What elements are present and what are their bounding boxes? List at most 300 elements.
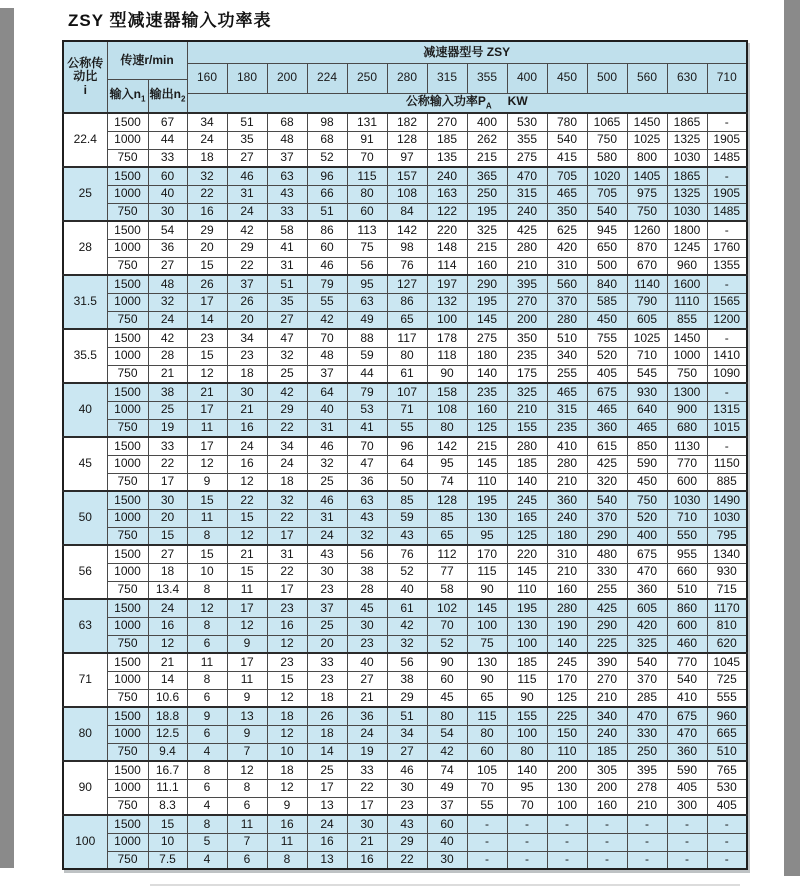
power-cell: 64 [307,383,347,401]
power-cell: 36 [347,473,387,491]
power-cell: 8 [187,815,227,833]
input-speed-cell: 1000 [107,455,148,473]
power-cell: 105 [467,761,507,779]
power-cell: 17 [227,599,267,617]
power-cell: 725 [707,671,747,689]
power-cell: 51 [307,203,347,221]
output-speed-cell: 27 [148,545,187,563]
power-cell: 132 [427,293,467,311]
power-cell: 53 [347,401,387,419]
power-cell: 59 [347,347,387,365]
power-cell: 365 [467,167,507,185]
table-row [63,527,747,545]
ratio-cell: 90 [63,761,107,815]
power-cell: 43 [387,815,427,833]
power-cell: 420 [627,617,667,635]
output-speed-cell: 18 [148,563,187,581]
power-cell: 270 [587,671,627,689]
power-cell: 18 [227,365,267,383]
power-cell: 8 [187,617,227,635]
output-speed-cell: 15 [148,527,187,545]
table-row [63,473,747,491]
power-cell: 34 [267,437,307,455]
power-cell: 70 [307,329,347,347]
power-cell: 17 [187,293,227,311]
power-cell: 15 [187,491,227,509]
power-cell: 98 [307,113,347,131]
power-cell: 625 [547,221,587,239]
power-cell: 84 [387,203,427,221]
power-cell: 480 [587,545,627,563]
ratio-cell: 40 [63,383,107,437]
power-cell: 590 [667,761,707,779]
power-cell: 420 [547,239,587,257]
power-cell: 11 [187,419,227,437]
power-cell: 122 [427,203,467,221]
power-cell: 960 [707,707,747,725]
power-cell: - [707,851,747,869]
table-row [63,437,747,455]
power-cell: 24 [267,455,307,473]
power-cell: 17 [267,581,307,599]
power-cell: 19 [347,743,387,761]
power-cell: 400 [627,527,667,545]
power-cell: 97 [387,149,427,167]
power-cell: 20 [187,239,227,257]
power-cell: 200 [587,779,627,797]
power-cell: 90 [427,365,467,383]
power-cell: 370 [627,671,667,689]
ratio-column-header [63,41,107,113]
power-cell: 1905 [707,131,747,149]
power-cell: 145 [467,311,507,329]
power-cell: 235 [467,383,507,401]
power-cell: 885 [707,473,747,491]
power-cell: 280 [507,437,547,455]
output-speed-cell: 12.5 [148,725,187,743]
power-cell: 110 [507,581,547,599]
power-cell: 46 [307,257,347,275]
output-speed-cell: 7.5 [148,851,187,869]
power-cell: 16 [267,815,307,833]
power-cell: 7 [227,833,267,851]
power-cell: 665 [707,725,747,743]
power-cell: 15 [187,257,227,275]
power-cell: 605 [627,599,667,617]
power-cell: 145 [467,599,507,617]
ratio-cell: 35.5 [63,329,107,383]
power-cell: 390 [587,653,627,671]
output-speed-cell: 60 [148,167,187,185]
table-row [63,761,747,779]
power-cell: - [467,833,507,851]
power-cell: - [627,833,667,851]
input-speed-cell: 1500 [107,437,148,455]
power-cell: 24 [227,437,267,455]
power-cell: 33 [267,203,307,221]
power-cell: 540 [667,671,707,689]
power-cell: 125 [507,527,547,545]
power-cell: - [707,221,747,239]
power-cell: - [707,329,747,347]
power-cell: 660 [667,563,707,581]
output-speed-cell: 44 [148,131,187,149]
input-speed-cell: 750 [107,203,148,221]
power-cell: 22 [387,851,427,869]
ratio-header-label: 公称传动比 [67,56,104,84]
power-cell: 8 [227,779,267,797]
power-cell: 11 [227,815,267,833]
power-cell: 1130 [667,437,707,455]
power-cell: 1170 [707,599,747,617]
table-row [63,671,747,689]
power-cell: 705 [587,185,627,203]
power-cell: 38 [387,671,427,689]
table-row [63,311,747,329]
power-cell: 86 [387,293,427,311]
power-cell: 930 [627,383,667,401]
table-row [63,851,747,869]
power-cell: 8 [187,761,227,779]
power-cell: - [507,815,547,833]
power-cell: 465 [587,401,627,419]
page-bottom-shadow [150,884,740,886]
power-cell: 1325 [667,185,707,203]
power-cell: 30 [307,563,347,581]
power-cell: 210 [507,257,547,275]
power-cell: 16 [347,851,387,869]
power-cell: 185 [587,743,627,761]
power-cell: 46 [307,437,347,455]
power-cell: 142 [387,221,427,239]
power-cell: 870 [627,239,667,257]
power-cell: 360 [627,581,667,599]
power-cell: 470 [627,707,667,725]
power-cell: 37 [227,275,267,293]
table-row [63,185,747,203]
power-cell: 37 [267,149,307,167]
power-cell: 200 [507,311,547,329]
power-cell: 510 [547,329,587,347]
model-column-header-160: 160 [187,63,227,93]
power-cell: 750 [667,365,707,383]
power-cell: 29 [187,221,227,239]
power-cell: 108 [427,401,467,419]
power-cell: 24 [187,131,227,149]
power-cell: 56 [347,257,387,275]
power-cell: 24 [307,527,347,545]
power-cell: 28 [347,581,387,599]
power-cell: 90 [427,653,467,671]
power-cell: 750 [627,203,667,221]
power-cell: 130 [467,653,507,671]
power-cell: 9 [267,797,307,815]
power-cell: 6 [187,779,227,797]
power-cell: 30 [387,779,427,797]
power-cell: 34 [227,329,267,347]
ratio-cell: 22.4 [63,113,107,167]
power-cell: 22 [227,257,267,275]
input-speed-cell: 1500 [107,545,148,563]
power-cell: 355 [507,131,547,149]
output-speed-cell: 21 [148,653,187,671]
input-speed-cell: 1000 [107,671,148,689]
power-cell: 29 [227,239,267,257]
output-speed-cell: 24 [148,599,187,617]
power-cell: 23 [307,671,347,689]
power-cell: 590 [627,455,667,473]
power-cell: 530 [707,779,747,797]
power-cell: 85 [427,509,467,527]
power-cell: 6 [187,635,227,653]
power-cell: 255 [587,581,627,599]
power-cell: 470 [627,563,667,581]
power-cell: 47 [267,329,307,347]
power-cell: 30 [347,815,387,833]
power-cell: 10 [267,743,307,761]
power-cell: 71 [387,401,427,419]
power-cell: 600 [667,617,707,635]
power-cell: 95 [507,779,547,797]
power-cell: 15 [187,545,227,563]
power-cell: 100 [507,635,547,653]
power-cell: 370 [587,509,627,527]
power-cell: 255 [547,365,587,383]
power-cell: 37 [307,365,347,383]
power-cell: 790 [627,293,667,311]
power-cell: 100 [547,797,587,815]
power-cell: 22 [187,185,227,203]
power-cell: 155 [507,707,547,725]
power-cell: 12 [227,527,267,545]
input-speed-cell: 1500 [107,221,148,239]
power-cell: 12 [267,635,307,653]
input-speed-cell: 1500 [107,383,148,401]
power-cell: 22 [267,509,307,527]
power-cell: 900 [667,401,707,419]
power-cell: 96 [307,167,347,185]
power-cell: 6 [187,725,227,743]
power-cell: 145 [467,455,507,473]
power-cell: 540 [587,203,627,221]
model-column-header-355: 355 [467,63,507,93]
power-cell: 8 [267,851,307,869]
table-row [63,293,747,311]
power-cell: 30 [347,617,387,635]
power-cell: 27 [227,149,267,167]
power-cell: 25 [307,473,347,491]
output-speed-cell: 24 [148,311,187,329]
table-row [63,203,747,221]
power-cell: 1405 [627,167,667,185]
power-cell: 800 [627,149,667,167]
speed-header: 传速r/min [107,41,187,79]
model-series-header: 减速器型号 ZSY [187,41,747,63]
input-speed-cell: 750 [107,311,148,329]
power-cell: 550 [667,527,707,545]
power-cell: 22 [267,419,307,437]
power-cell: 55 [467,797,507,815]
power-cell: 80 [347,185,387,203]
power-cell: 24 [227,203,267,221]
table-row [63,599,747,617]
input-speed-cell: 1000 [107,725,148,743]
power-cell: 290 [587,617,627,635]
power-cell: 20 [307,635,347,653]
power-cell: 18 [307,689,347,707]
power-cell: 96 [387,437,427,455]
table-row [63,419,747,437]
power-cell: 98 [387,239,427,257]
power-cell: 215 [467,149,507,167]
power-cell: 160 [467,401,507,419]
input-speed-cell: 1000 [107,185,148,203]
output-speed-cell: 20 [148,509,187,527]
power-cell: 1450 [627,113,667,131]
power-cell: 160 [587,797,627,815]
output-speed-cell: 30 [148,203,187,221]
power-cell: 91 [347,131,387,149]
power-cell: 14 [307,743,347,761]
power-cell: 330 [587,563,627,581]
power-cell: 8 [187,671,227,689]
power-cell: 7 [227,743,267,761]
power-cell: 1000 [667,347,707,365]
power-cell: 158 [427,383,467,401]
power-cell: 5 [187,833,227,851]
power-cell: 395 [627,761,667,779]
power-cell: 12 [227,761,267,779]
power-cell: 80 [387,347,427,365]
input-speed-cell: 750 [107,743,148,761]
output-speed-cell: 25 [148,401,187,419]
table-row [63,797,747,815]
power-cell: 61 [387,599,427,617]
power-cell: 262 [467,131,507,149]
power-cell: 55 [387,419,427,437]
model-column-header-630: 630 [667,63,707,93]
table-row [63,743,747,761]
power-cell: 68 [307,131,347,149]
power-cell: 37 [427,797,467,815]
input-speed-cell: 1500 [107,329,148,347]
power-cell: 48 [267,131,307,149]
model-column-header-500: 500 [587,63,627,93]
power-cell: 530 [507,113,547,131]
power-cell: 555 [707,689,747,707]
power-cell: 400 [467,113,507,131]
power-cell: 11 [187,653,227,671]
power-cell: 12 [267,689,307,707]
power-cell: 675 [587,383,627,401]
power-cell: 1800 [667,221,707,239]
power-cell: 200 [547,761,587,779]
power-cell: 26 [187,275,227,293]
power-cell: 12 [187,455,227,473]
power-cell: 32 [267,347,307,365]
input-speed-cell: 1000 [107,131,148,149]
power-cell: 117 [387,329,427,347]
input-speed-cell: 1000 [107,563,148,581]
power-cell: 240 [507,203,547,221]
power-cell: 40 [427,833,467,851]
output-speed-cell: 12 [148,635,187,653]
ratio-cell: 25 [63,167,107,221]
power-cell: 182 [387,113,427,131]
power-cell: 38 [347,563,387,581]
power-cell: 110 [467,473,507,491]
power-cell: 60 [467,743,507,761]
power-cell: - [587,851,627,869]
output-speed-cell: 22 [148,455,187,473]
power-cell: 620 [707,635,747,653]
power-cell: 15 [187,347,227,365]
power-cell: 425 [587,599,627,617]
power-cell: 90 [467,671,507,689]
power-cell: 585 [587,293,627,311]
input-speed-cell: 1500 [107,113,148,131]
power-cell: 49 [347,311,387,329]
power-cell: 125 [467,419,507,437]
power-cell: 17 [187,437,227,455]
power-table [62,40,748,870]
power-cell: 130 [507,617,547,635]
power-cell: 65 [427,527,467,545]
power-cell: 21 [227,545,267,563]
power-cell: 9 [227,725,267,743]
power-cell: 1030 [707,509,747,527]
power-cell: 955 [667,545,707,563]
model-column-header-400: 400 [507,63,547,93]
power-cell: 275 [467,329,507,347]
power-cell: 1315 [707,401,747,419]
power-cell: 142 [427,437,467,455]
output-speed-cell: 30 [148,491,187,509]
power-cell: 26 [307,707,347,725]
power-cell: 18 [267,761,307,779]
power-cell: 250 [467,185,507,203]
power-cell: 12 [267,725,307,743]
power-cell: 100 [427,311,467,329]
power-cell: 46 [227,167,267,185]
power-cell: 85 [387,491,427,509]
power-cell: 42 [427,743,467,761]
power-cell: 102 [427,599,467,617]
power-cell: 155 [507,419,547,437]
table-row [63,491,747,509]
power-cell: 1340 [707,545,747,563]
power-cell: 1600 [667,275,707,293]
input-speed-cell: 750 [107,797,148,815]
power-cell: 165 [507,509,547,527]
power-cell: 42 [227,221,267,239]
input-speed-cell: 750 [107,851,148,869]
power-cell: 600 [667,473,707,491]
power-cell: 670 [627,257,667,275]
power-cell: 29 [387,689,427,707]
table-row [63,455,747,473]
power-cell: 16 [227,419,267,437]
power-cell: 95 [427,455,467,473]
power-cell: 15 [227,563,267,581]
power-cell: 240 [547,509,587,527]
power-cell: 750 [627,491,667,509]
input-speed-cell: 1500 [107,491,148,509]
power-cell: 1300 [667,383,707,401]
output-speed-cell: 36 [148,239,187,257]
power-cell: 43 [267,185,307,203]
input-speed-cell: 1000 [107,833,148,851]
